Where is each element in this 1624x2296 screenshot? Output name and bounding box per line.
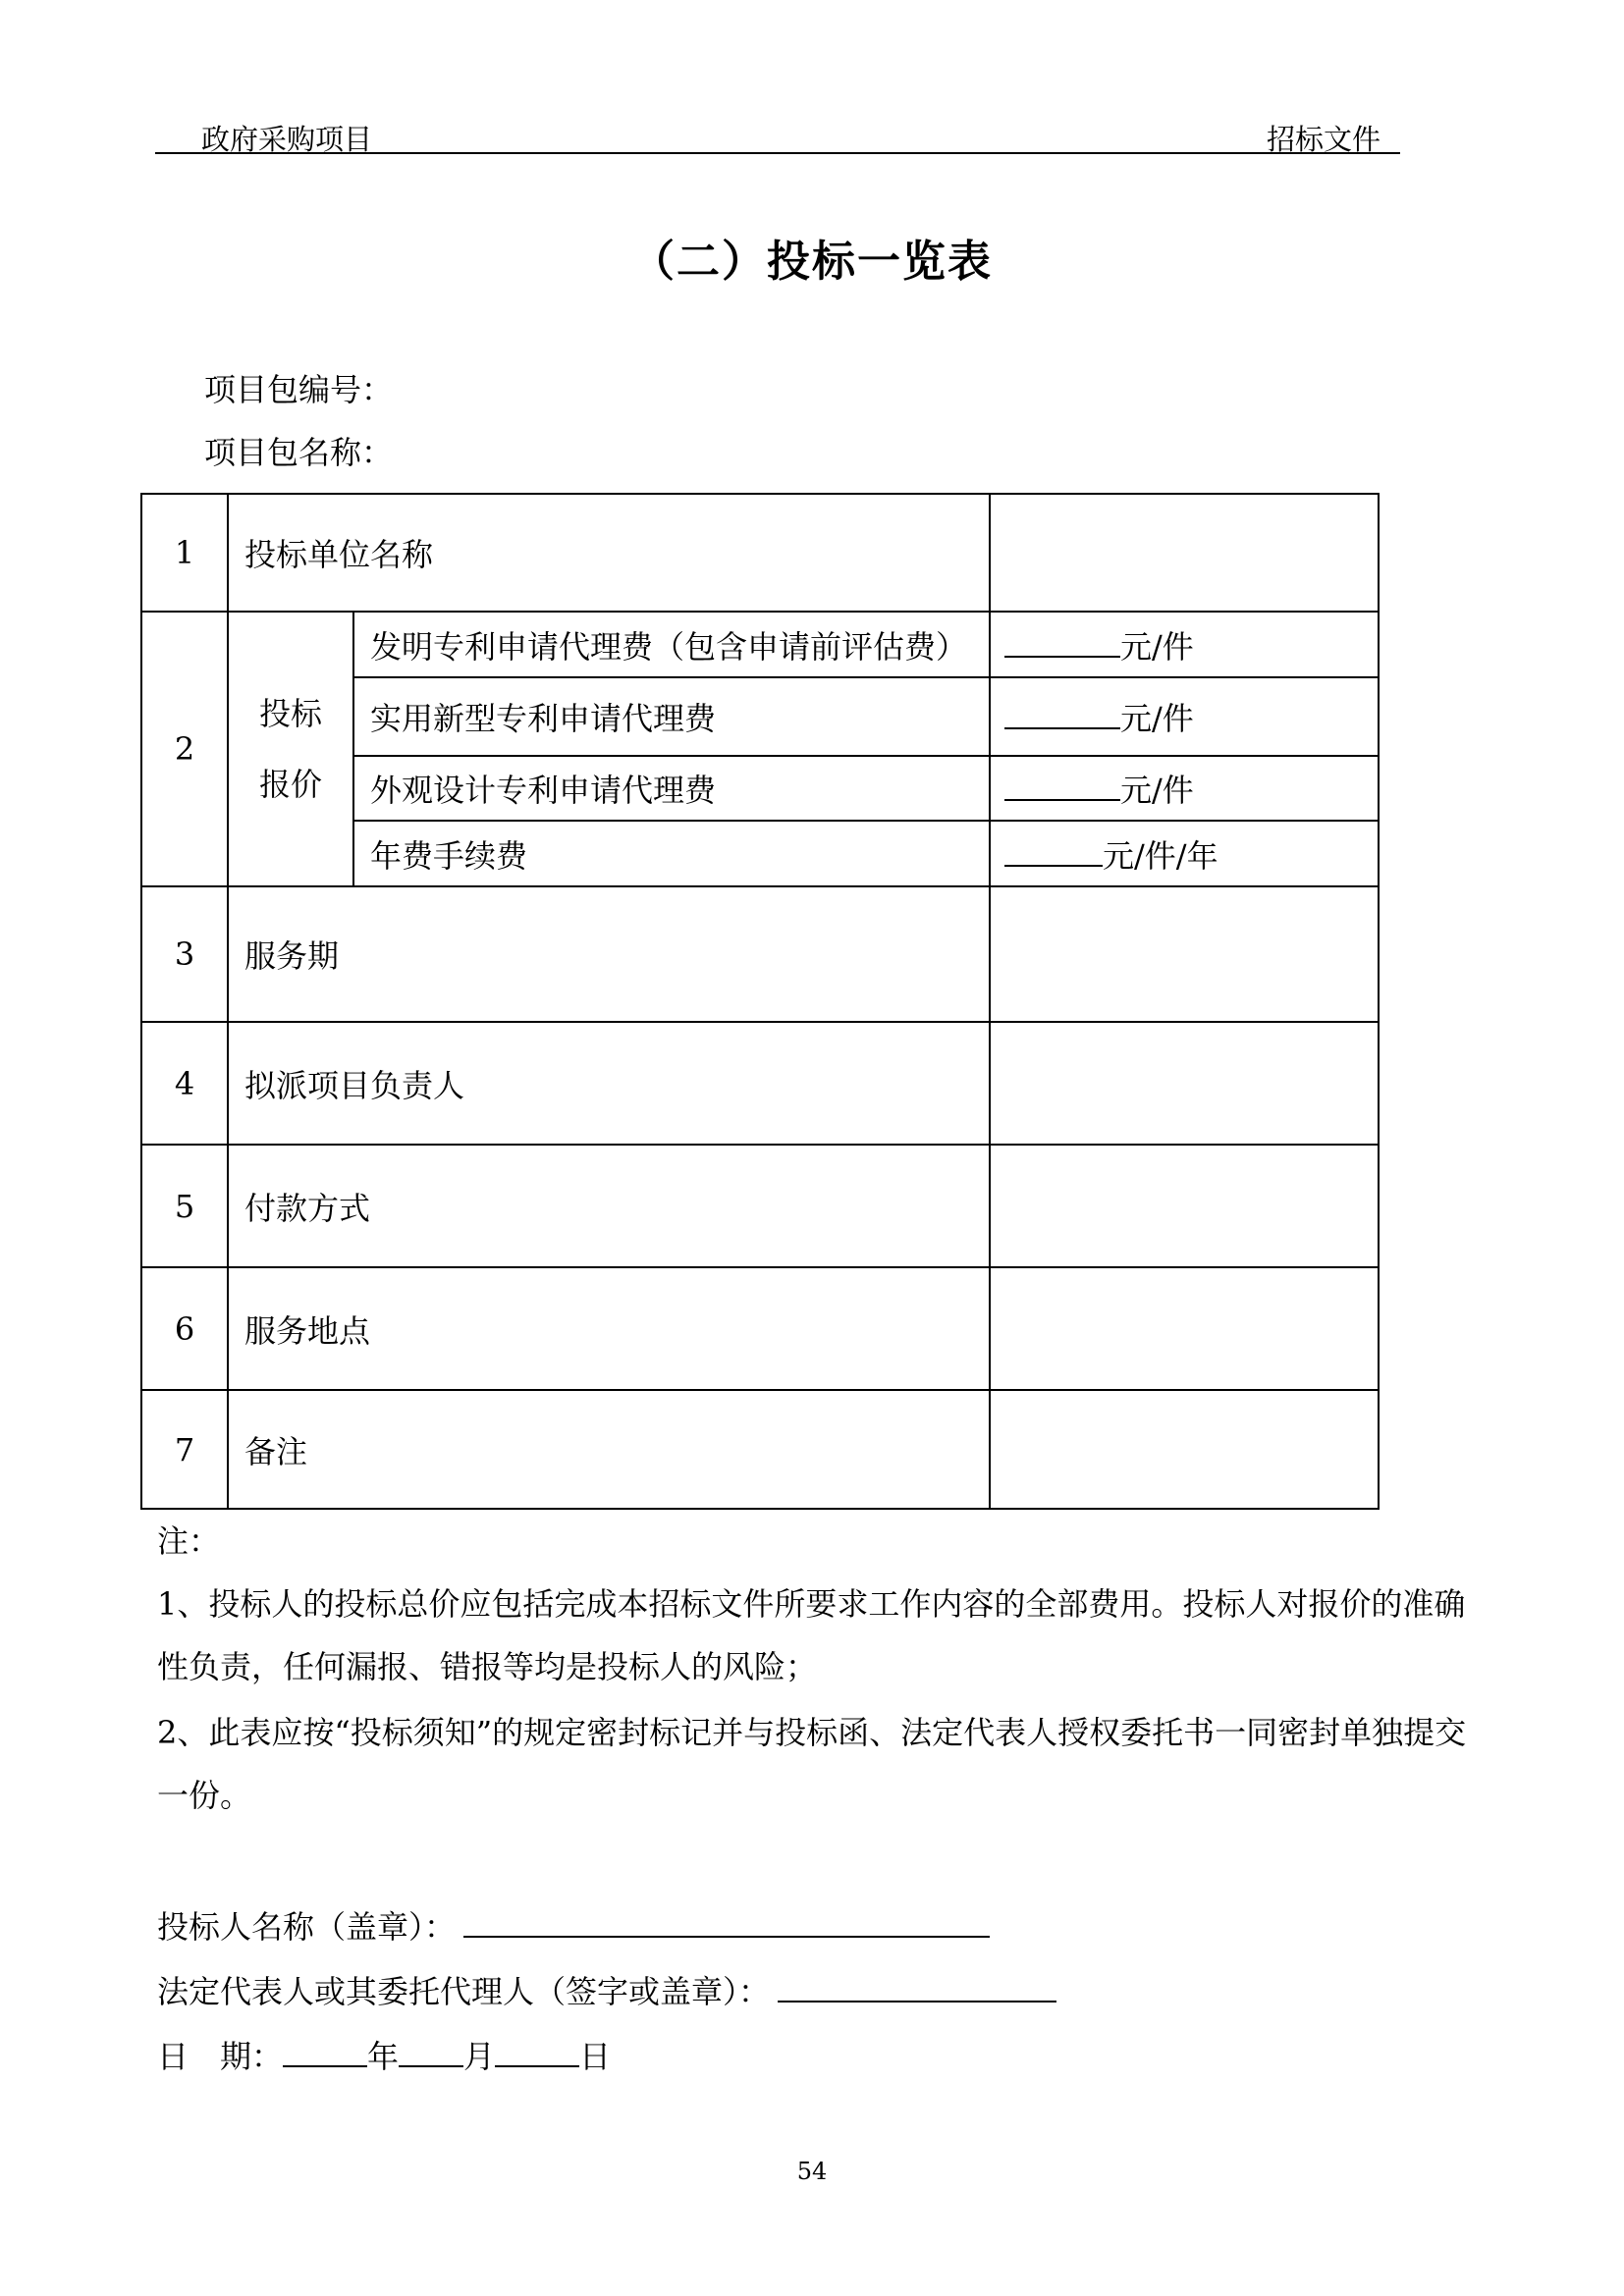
row-label: 服务期 <box>228 886 990 1022</box>
package-no-label: 项目包编号： <box>204 371 394 408</box>
table-row <box>141 612 1379 677</box>
row-number: 5 <box>141 1145 228 1267</box>
row-number: 7 <box>141 1390 228 1509</box>
bidder-name-label: 投标人名称（盖章）： <box>157 1908 457 1946</box>
date-label: 日 期： <box>157 2038 284 2075</box>
price-item-label: 实用新型专利申请代理费 <box>353 677 990 756</box>
representative-field[interactable] <box>778 1971 1056 2002</box>
table-row <box>141 494 1379 612</box>
row-label: 投标单位名称 <box>228 494 990 612</box>
row-value-cell[interactable] <box>990 1390 1379 1509</box>
row-number: 6 <box>141 1267 228 1390</box>
row-value-cell[interactable] <box>990 494 1379 612</box>
table-row <box>141 886 1379 1022</box>
bidder-name-field[interactable] <box>463 1906 990 1938</box>
bid-price-label-line2: 报价 <box>258 766 322 803</box>
price-unit: 元/件 <box>1120 772 1194 809</box>
header-rule <box>155 152 1400 154</box>
month-label: 月 <box>463 2038 496 2075</box>
price-item-value[interactable] <box>990 612 1379 677</box>
note-item-2: 2、此表应按“投标须知”的规定密封标记并与投标函、法定代表人授权委托书一同密封单独提交一份。 <box>157 1714 1467 1814</box>
year-field[interactable] <box>283 2036 367 2067</box>
table-row <box>141 1390 1379 1509</box>
price-blank[interactable] <box>1004 630 1120 658</box>
price-unit: 元/件 <box>1120 627 1194 666</box>
row-value-cell[interactable] <box>990 1145 1379 1267</box>
representative-row <box>157 1967 1056 2012</box>
price-item-value[interactable] <box>990 821 1379 886</box>
row-label: 拟派项目负责人 <box>228 1022 990 1145</box>
table-row <box>141 1145 1379 1267</box>
price-item-label: 发明专利申请代理费（包含申请前评估费） <box>353 612 990 677</box>
header-right: 招标文件 <box>1266 123 1380 156</box>
row-label: 服务地点 <box>228 1267 990 1390</box>
row-value-cell[interactable] <box>990 1022 1379 1145</box>
row-value-cell[interactable] <box>990 1267 1379 1390</box>
day-label: 日 <box>579 2038 612 2075</box>
price-blank[interactable] <box>1004 839 1103 867</box>
price-unit: 元/件 <box>1120 700 1194 737</box>
bidder-name-row <box>157 1902 990 1948</box>
price-item-label: 外观设计专利申请代理费 <box>353 756 990 821</box>
row-value-cell[interactable] <box>990 886 1379 1022</box>
package-name-label: 项目包名称： <box>204 434 394 471</box>
table-row <box>141 1022 1379 1145</box>
header-left: 政府采购项目 <box>201 123 373 156</box>
price-item-label: 年费手续费 <box>353 821 990 886</box>
table-row <box>141 1267 1379 1390</box>
row-number: 4 <box>141 1022 228 1145</box>
date-row <box>157 2032 611 2077</box>
note-item-1: 1、投标人的投标总价应包括完成本招标文件所要求工作内容的全部费用。投标人对报价的准确性负责，任何漏报、错报等均是投标人的风险； <box>157 1585 1466 1685</box>
page-title: （二）投标一览表 <box>631 237 993 287</box>
notes-heading: 注： <box>157 1522 221 1560</box>
row-number: 3 <box>141 886 228 1022</box>
row-label: 付款方式 <box>228 1145 990 1267</box>
year-label: 年 <box>367 2038 400 2075</box>
bid-price-label-line1: 投标 <box>258 695 322 732</box>
bid-summary-table <box>140 493 1380 1510</box>
row-number: 2 <box>141 612 228 886</box>
price-blank[interactable] <box>1004 774 1120 801</box>
row-label: 备注 <box>228 1390 990 1509</box>
page-number: 54 <box>796 2158 828 2185</box>
representative-label: 法定代表人或其委托代理人（签字或盖章）： <box>157 1973 771 2010</box>
bid-price-label <box>228 612 353 886</box>
month-field[interactable] <box>399 2036 463 2067</box>
price-unit: 元/件/年 <box>1103 836 1218 875</box>
price-item-value[interactable] <box>990 677 1379 756</box>
day-field[interactable] <box>495 2036 579 2067</box>
row-number: 1 <box>141 494 228 612</box>
price-blank[interactable] <box>1004 702 1120 729</box>
price-item-value[interactable] <box>990 756 1379 821</box>
